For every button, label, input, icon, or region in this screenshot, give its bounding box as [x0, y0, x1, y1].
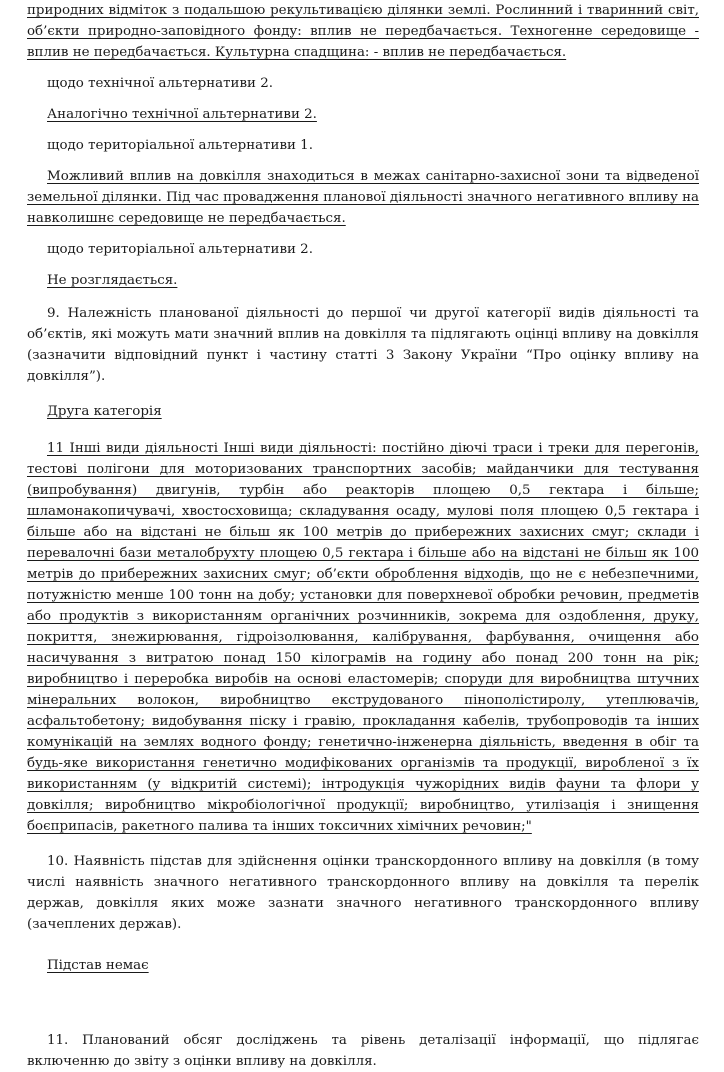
document-page — [27, 0, 699, 1072]
territorial-alternative-2-answer: Не розглядається. — [47, 273, 178, 288]
technical-alternative-2-answer: Аналогічно технічної альтернативи 2. — [47, 107, 317, 122]
section-9-activity-list: 11 Інші види діяльності Інші види діяльності: постійно діючі траси і треки для перегонів, тестові полігони для моторизованих транспортних засобів; майданчики для тестування (випробування) двигунів, турбін або реакторів площею 0,5 гектара і більше; шламонакопичувачі, хвостосховища; складування осаду, мулові поля площею 0,5 гектара і більше або на відстані не більш як 100 метрів до прибережних захисних смуг; склади і перевалочні бази металобрухту площею 0,5 гектара і більше або на відстані не більш як 100 метрів до прибережних захисних смуг; об’єкти оброблення відходів, що не є небезпечними, потужністю менше 100 тонн на добу; установки для поверхневої обробки речовин, предметів або продуктів з використанням органічних розчинників, зокрема для оздоблення, друку, покриття, знежирювання, гідроізолювання, калібрування, фарбування, очищення або насичування з витратою понад 150 кілограмів на годину або понад 200 тонн на рік; виробництво і переробка виробів на основі еластомерів; споруди для виробництва штучних мінеральних волокон, виробництво екструдованого пінополістиролу, утеплювачів, асфальтобетону; видобування піску і гравію, прокладання кабелів, трубопроводів та інших комунікацій на землях водного фонду; генетично-інженерна діяльність, введення в обіг та будь-яке використання генетично модифікованих організмів та продукції, виробленої з їх використанням (у відкритій системі); інтродукція чужорідних видів фауни та флори у довкілля; виробництво мікробіологічної продукції; виробництво, утилізація і знищення боєприпасів, ракетного палива та інших токсичних хімічних речовин;" — [27, 441, 699, 834]
territorial-alternative-1-heading: щодо територіальної альтернативи 1. — [47, 138, 313, 153]
section-10-question: 10. Наявність підстав для здійснення оцінки транскордонного впливу на довкілля (в тому числі наявність значного негативного транскордонного впливу на довкілля та перелік держав, довкілля яких може зазнати значного негативного транскордонного впливу (зачеплених держав). — [27, 854, 699, 932]
section-10-answer: Підстав немає — [47, 958, 149, 973]
section-11-question: 11. Планований обсяг досліджень та рівень деталізації інформації, що підлягає включенню до звіту з оцінки впливу на довкілля. — [27, 1033, 699, 1069]
territorial-alternative-1-answer: Можливий вплив на довкілля знаходиться в межах санітарно-захисної зони та відведеної земельної ділянки. Під час провадження планової діяльності значного негативного впливу на навколишнє середовище не передбачається. — [27, 169, 699, 226]
territorial-alternative-2-heading: щодо територіальної альтернативи 2. — [47, 242, 313, 257]
impact-summary-paragraph: природних відміток з подальшою рекультивацією ділянки землі. Рослинний і тваринний світ, об’єкти природно-заповідного фонду: вплив не передбачається. Техногенне середовище - вплив не передбачається. Культурна спадщина: - вплив не передбачається. — [27, 3, 699, 60]
section-9-category: Друга категорія — [47, 404, 162, 419]
section-9-question: 9. Належність планованої діяльності до першої чи другої категорії видів діяльності та об’єктів, які можуть мати значний вплив на довкілля та підлягають оцінці впливу на довкілля (зазначити відповідний пункт і частину статті 3 Закону України “Про оцінку впливу на довкілля”). — [27, 306, 699, 384]
technical-alternative-2-heading: щодо технічної альтернативи 2. — [47, 76, 273, 91]
